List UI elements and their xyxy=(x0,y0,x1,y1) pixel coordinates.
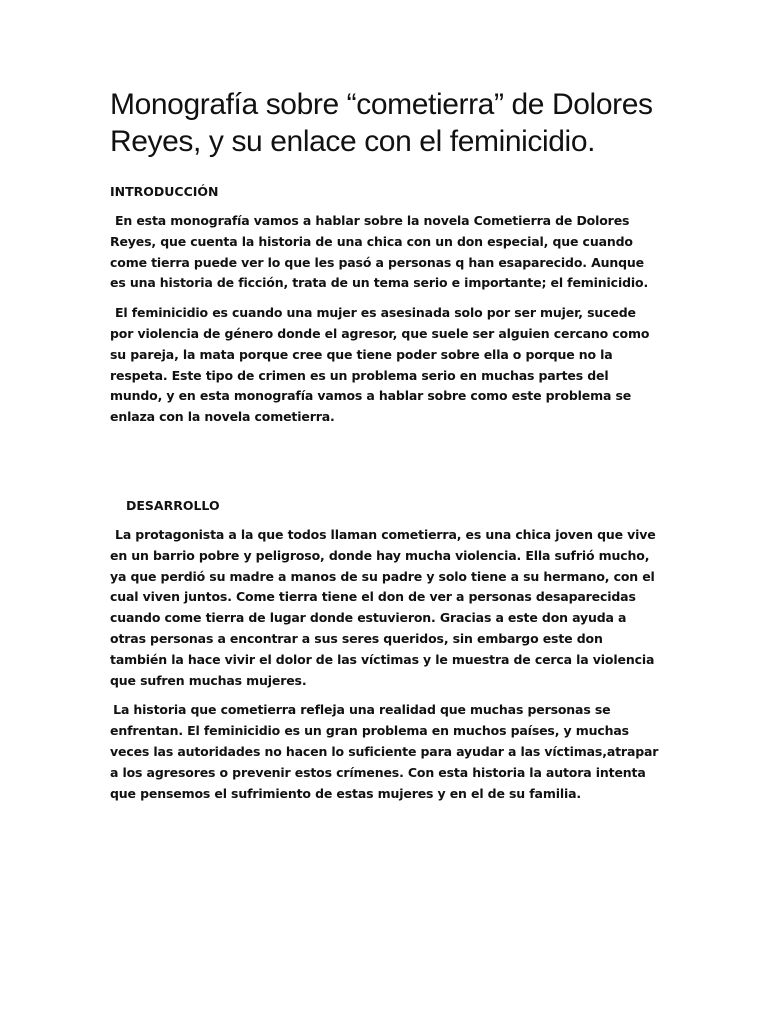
section-desarrollo xyxy=(110,496,660,804)
section-heading-introduccion: INTRODUCCIÓN xyxy=(110,184,219,199)
paragraph-desarrollo-2: La historia que cometierra refleja una realidad que muchas personas se enfrentan. El feminicidio es un gran problema en muchos países, y muchas veces las autoridades no hacen lo suficiente para ayudar a las víctimas,atrapar a los agresores o prevenir estos crímenes. Con esta historia la autora intenta que pensemos el sufrimiento de estas mujeres y en el de su familia. xyxy=(110,702,659,801)
paragraph-desarrollo-1: La protagonista a la que todos llaman cometierra, es una chica joven que vive en un barrio pobre y peligroso, donde hay mucha violencia. Ella sufrió mucho, ya que perdió su madre a manos de su padre y solo tiene a su hermano, con el cual viven juntos. Come tierra tiene el don de ver a personas desaparecidas cuando come tierra de lugar donde estuvieron. Gracias a este don ayuda a otras personas a encontrar a sus seres queridos, sin embargo este don también la hace vivir el dolor de las víctimas y le muestra de cerca la violencia que sufren muchas mujeres. xyxy=(110,526,656,688)
section-introduccion xyxy=(110,182,660,428)
document-page xyxy=(110,86,660,813)
section-heading-desarrollo: DESARROLLO xyxy=(126,497,220,513)
section-spacer xyxy=(110,428,660,496)
paragraph-intro-1: En esta monografía vamos a hablar sobre la novela Cometierra de Dolores Reyes, que cuenta la historia de una chica con un don especial, que cuando come tierra puede ver lo que les pasó a personas q han esaparecido. Aunque es una historia de ficción, trata de un tema serio e importante; el feminicidio. xyxy=(110,213,649,291)
paragraph-intro-2: El feminicidio es cuando una mujer es asesinada solo por ser mujer, sucede por violencia de género donde el agresor, que suele ser alguien cercano como su pareja, la mata porque cree que tiene poder sobre ella o porque no la respeta. Este tipo de crimen es un problema serio en muchas partes del mundo, y en esta monografía vamos a hablar sobre como este problema se enlaza con la novela cometierra. xyxy=(110,305,650,425)
document-title: Monografía sobre “cometierra” de Dolores Reyes, y su enlace con el feminicidio. xyxy=(110,88,653,158)
